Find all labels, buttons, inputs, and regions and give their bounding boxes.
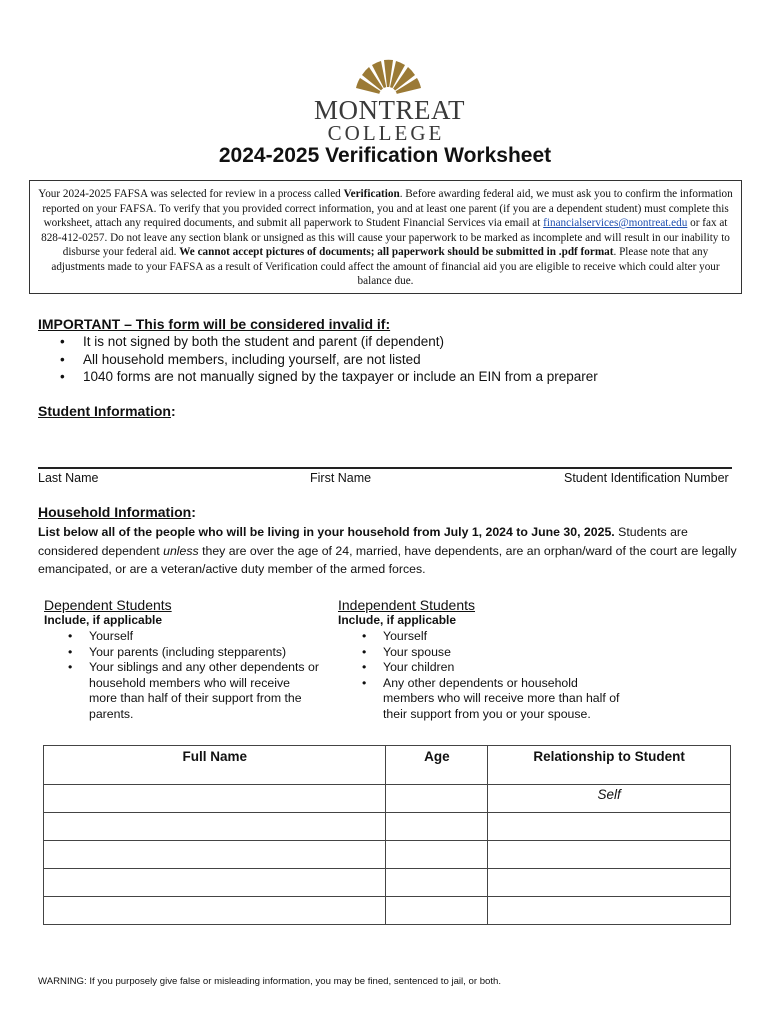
relationship-cell[interactable]: [488, 869, 731, 897]
list-item: • Any other dependents or household members who will receive more than half of their support from you or your spouse.: [338, 676, 623, 723]
list-item: • 1040 forms are not manually signed by the taxpayer or include an EIN from a preparer: [38, 368, 738, 386]
table-row: [44, 785, 731, 813]
list-item: • It is not signed by both the student and parent (if dependent): [38, 333, 738, 351]
list-item: • Your children: [338, 660, 623, 676]
important-list: [38, 333, 738, 386]
independent-students-heading: Independent Students: [338, 597, 476, 613]
list-item: • Yourself: [338, 629, 623, 645]
relationship-header: Relationship to Student: [488, 746, 731, 785]
relationship-cell[interactable]: [488, 841, 731, 869]
age-cell[interactable]: [386, 813, 488, 841]
logo-word-montreat: MONTREAT: [314, 95, 465, 125]
relationship-cell[interactable]: Self: [488, 785, 731, 813]
page-title: 2024-2025 Verification Worksheet: [218, 144, 552, 167]
full-name-header: Full Name: [44, 746, 386, 785]
household-table: [43, 745, 731, 925]
full-name-cell[interactable]: [44, 785, 386, 813]
full-name-cell[interactable]: [44, 869, 386, 897]
dependent-students-heading: Dependent Students: [44, 597, 172, 613]
list-item: • All household members, including yourself, are not listed: [38, 351, 738, 369]
relationship-cell[interactable]: [488, 897, 731, 925]
table-row: [44, 897, 731, 925]
dependent-include-label: Include, if applicable: [44, 613, 163, 627]
warning-text: WARNING: If you purposely give false or misleading information, you may be fined, sentenced to jail, or both.: [38, 976, 502, 987]
household-instructions: List below all of the people who will be living in your household from July 1, 2024 to June 30, 2025. Students are considered dependent unless they are over the age of 24, married, have dependents, are an orphan/ward of the court are legally emancipated, or are a veteran/active duty member of the armed forces.: [38, 525, 737, 576]
student-info-heading: Student Information:: [38, 403, 176, 419]
independent-list: [338, 629, 623, 722]
table-row: [44, 813, 731, 841]
list-item: • Your siblings and any other dependents or household members who will receive more than half of their support from the parents.: [44, 660, 319, 722]
student-name-line[interactable]: [38, 467, 732, 469]
age-cell[interactable]: [386, 869, 488, 897]
age-cell[interactable]: [386, 841, 488, 869]
table-row: [44, 841, 731, 869]
full-name-cell[interactable]: [44, 841, 386, 869]
list-item: • Yourself: [44, 629, 319, 645]
last-name-label: Last Name: [38, 471, 99, 485]
table-row: [44, 869, 731, 897]
full-name-cell[interactable]: [44, 813, 386, 841]
list-item: • Your parents (including stepparents): [44, 645, 319, 661]
intro-box: Your 2024-2025 FAFSA was selected for review in a process called Verification. Before awarding federal aid, we must ask you to confirm the information reported on your FAFSA. To verify that you provided correct information, you and at least one parent (if you are a dependent student) must complete this worksheet, attach any required documents, and submit all paperwork to Student Financial Services via email at financialservices@montreat.edu or fax at 828-412-0257. Do not leave any section blank or unsigned as this will cause your paperwork to be marked as incomplete and will result in our inability to disburse your federal aid. We cannot accept pictures of documents; all paperwork should be submitted in .pdf format. Please note that any adjustments made to your FAFSA as a result of Verification could affect the amount of financial aid you are eligible to receive which could alter your balance due.: [29, 180, 742, 294]
dependent-list: [44, 629, 319, 722]
age-cell[interactable]: [386, 897, 488, 925]
list-item: • Your spouse: [338, 645, 623, 661]
important-heading: IMPORTANT – This form will be considered invalid if:: [38, 316, 391, 332]
age-header: Age: [386, 746, 488, 785]
logo-word-college: COLLEGE: [327, 121, 445, 145]
relationship-cell[interactable]: [488, 813, 731, 841]
independent-include-label: Include, if applicable: [338, 613, 457, 627]
household-info-heading: Household Information:: [38, 504, 196, 520]
college-logo: [300, 58, 470, 145]
email-link[interactable]: financialservices@montreat.edu: [543, 217, 688, 229]
sunburst-icon: [348, 58, 428, 96]
full-name-cell[interactable]: [44, 897, 386, 925]
first-name-label: First Name: [310, 471, 372, 485]
table-header-row: [44, 746, 731, 785]
age-cell[interactable]: [386, 785, 488, 813]
student-id-label: Student Identification Number: [564, 471, 729, 485]
